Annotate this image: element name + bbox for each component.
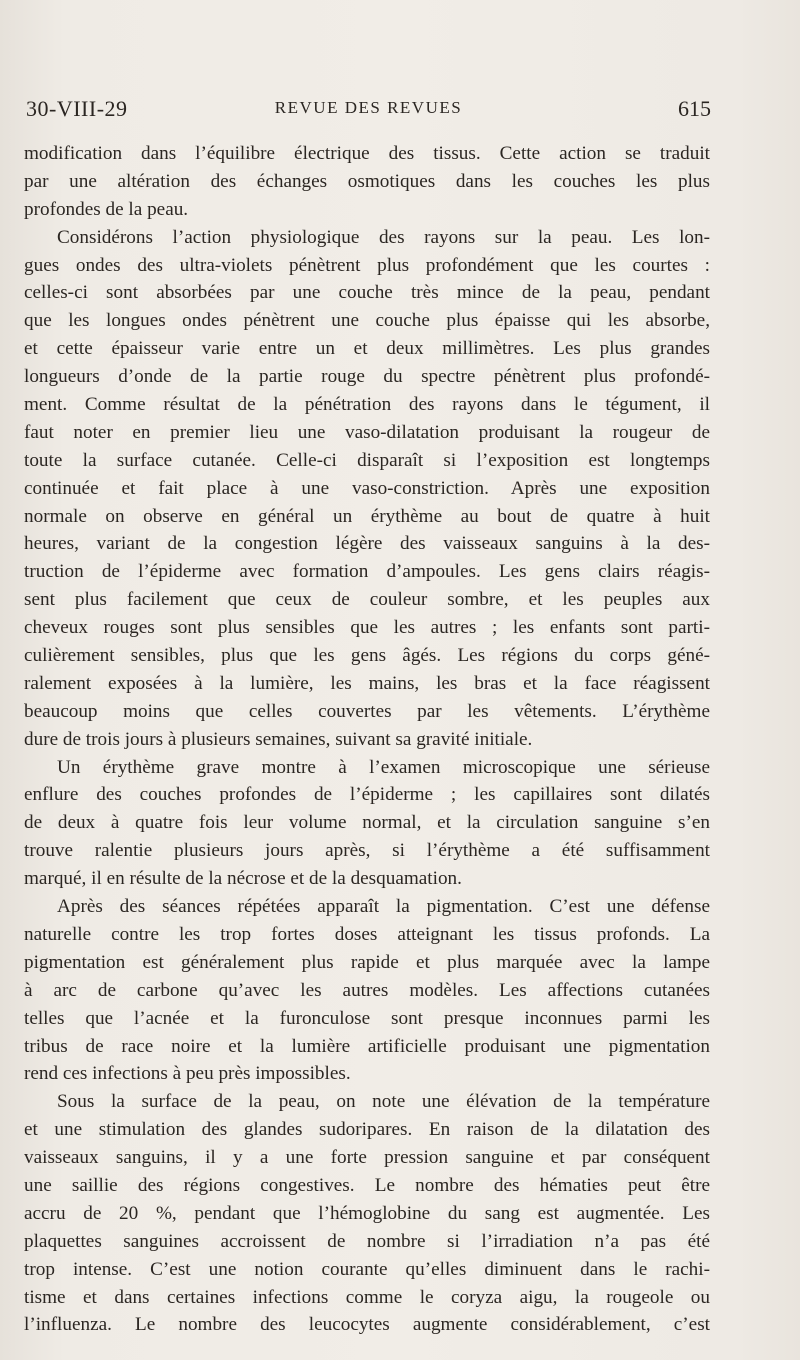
text-line: heures, variant de la congestion légère des vaisseaux sanguins à la des-	[24, 533, 710, 555]
text-line: de deux à quatre fois leur volume normal, et la circulation sanguine s’en	[24, 812, 710, 834]
page-number: 615	[678, 96, 711, 121]
text-line: Un érythème grave montre à l’examen microscopique une sérieuse	[57, 756, 710, 778]
text-line: culièrement sensibles, plus que les gens âgés. Les régions du corps géné-	[24, 645, 710, 667]
text-line: longueurs d’onde de la partie rouge du spectre pénètrent plus profondé-	[24, 366, 710, 388]
text-line: plaquettes sanguines accroissent de nombre si l’irradiation n’a pas été	[24, 1230, 710, 1252]
text-line: celles-ci sont absorbées par une couche très mince de la peau, pendant	[24, 282, 710, 304]
text-line: accru de 20 %, pendant que l’hémoglobine du sang est augmentée. Les	[24, 1202, 710, 1224]
text-line: Sous la surface de la peau, on note une élévation de la température	[57, 1091, 710, 1113]
text-line: truction de l’épiderme avec formation d’ampoules. Les gens clairs réagis-	[24, 561, 710, 583]
text-line: Considérons l’action physiologique des rayons sur la peau. Les lon-	[57, 226, 710, 248]
text-line: enflure des couches profondes de l’épiderme ; les capillaires sont dilatés	[24, 784, 710, 806]
text-line: modification dans l’équilibre électrique des tissus. Cette action se traduit	[24, 143, 710, 164]
text-line: à arc de carbone qu’avec les autres modèles. Les affections cutanées	[24, 979, 710, 1001]
text-line: marqué, il en résulte de la nécrose et de la desquamation.	[24, 868, 462, 890]
header-date: 30-VIII-29	[26, 96, 128, 121]
text-line: Après des séances répétées apparaît la pigmentation. C’est une défense	[57, 896, 710, 918]
text-line: trouve ralentie plusieurs jours après, si l’érythème a été suffisamment	[24, 840, 710, 862]
text-line: normale on observe en général un érythème au bout de quatre à huit	[24, 505, 710, 527]
text-line: et une stimulation des glandes sudoripares. En raison de la dilatation des	[24, 1119, 710, 1141]
text-line: pigmentation est généralement plus rapide et plus marquée avec la lampe	[24, 951, 710, 973]
text-line: ralement exposées à la lumière, les mains, les bras et la face réagissent	[24, 672, 710, 694]
text-line: continuée et fait place à une vaso-constriction. Après une exposition	[24, 477, 710, 499]
text-line: rend ces infections à peu près impossibles.	[24, 1063, 351, 1085]
text-line: dure de trois jours à plusieurs semaines, suivant sa gravité initiale.	[24, 728, 533, 750]
text-line: cheveux rouges sont plus sensibles que les autres ; les enfants sont parti-	[24, 617, 710, 639]
text-line: naturelle contre les trop fortes doses atteignant les tissus profonds. La	[24, 923, 710, 945]
text-line: l’influenza. Le nombre des leucocytes augmente considérablement, c’est	[24, 1314, 710, 1336]
text-line: et cette épaisseur varie entre un et deux millimètres. Les plus grandes	[24, 338, 710, 360]
text-line: beaucoup moins que celles couvertes par les vêtements. L’érythème	[24, 700, 710, 722]
text-line: toute la surface cutanée. Celle-ci disparaît si l’exposition est longtemps	[24, 449, 710, 471]
text-line: par une altération des échanges osmotiques dans les couches les plus	[24, 170, 710, 192]
text-line: sent plus facilement que ceux de couleur sombre, et les peuples aux	[24, 589, 710, 611]
body-text	[24, 140, 710, 1339]
text-line: vaisseaux sanguins, il y a une forte pression sanguine et par conséquent	[24, 1147, 710, 1169]
header-title: REVUE DES REVUES	[274, 98, 463, 117]
text-line: telles que l’acnée et la furonculose sont presque inconnues parmi les	[24, 1007, 710, 1029]
text-line: trop intense. C’est une notion courante qu’elles diminuent dans le rachi-	[24, 1258, 710, 1280]
running-header	[26, 96, 711, 128]
text-line: tribus de race noire et la lumière artificielle produisant une pigmentation	[24, 1035, 710, 1057]
text-line: tisme et dans certaines infections comme le coryza aigu, la rougeole ou	[24, 1286, 710, 1308]
text-line: profondes de la peau.	[24, 198, 189, 220]
text-line: que les longues ondes pénètrent une couche plus épaisse qui les absorbe,	[24, 310, 710, 332]
text-line: ment. Comme résultat de la pénétration des rayons dans le tégument, il	[24, 394, 710, 416]
text-line: gues ondes des ultra-violets pénètrent plus profondément que les courtes :	[24, 254, 710, 276]
text-line: faut noter en premier lieu une vaso-dilatation produisant la rougeur de	[24, 421, 710, 443]
text-line: une saillie des régions congestives. Le nombre des hématies peut être	[24, 1174, 710, 1196]
